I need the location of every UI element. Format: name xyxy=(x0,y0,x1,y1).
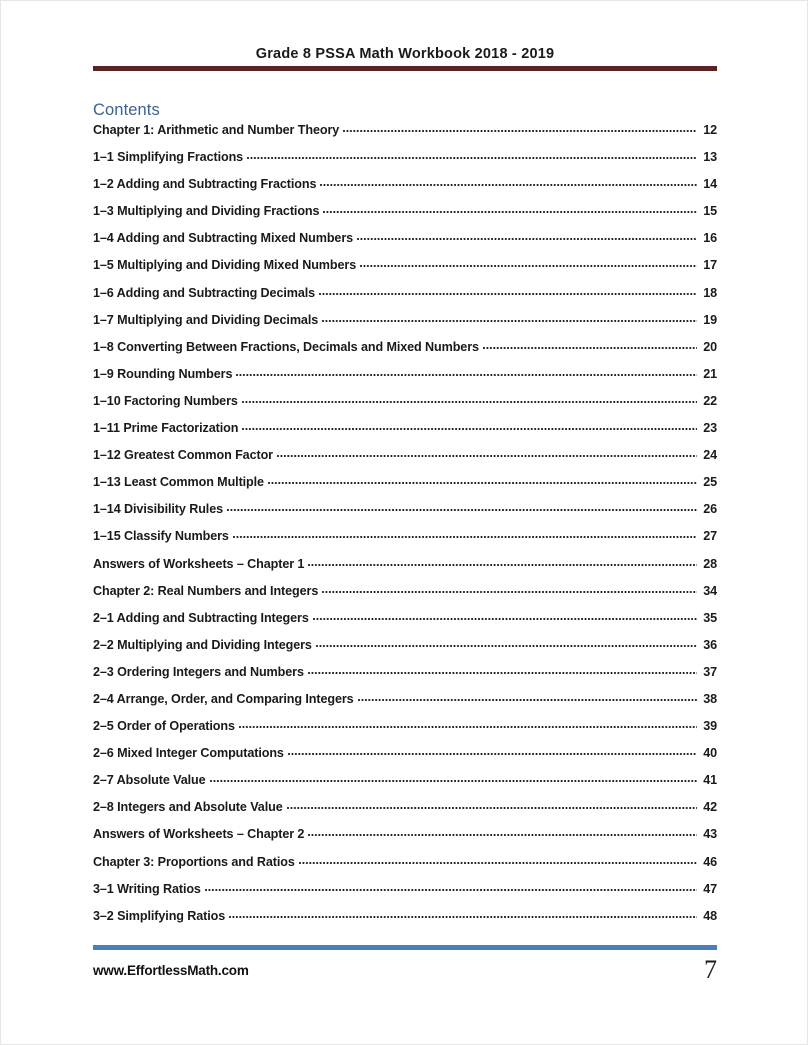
contents-heading: Contents xyxy=(93,101,160,119)
toc-entry-page-number: 41 xyxy=(703,773,717,788)
toc-entry-label: 2–3 Ordering Integers and Numbers xyxy=(93,664,304,679)
toc-entry-label: 1–15 Classify Numbers xyxy=(93,529,229,544)
toc-entry[interactable] xyxy=(93,854,717,881)
toc-entry-label: 1–10 Factoring Numbers xyxy=(93,393,238,408)
toc-entry-page-number: 19 xyxy=(703,312,717,327)
page-footer xyxy=(93,955,717,984)
toc-entry-page-number: 39 xyxy=(703,719,717,734)
toc-entry-page-number: 21 xyxy=(703,366,717,381)
toc-dot-leader xyxy=(236,366,697,378)
toc-entry-page-number: 15 xyxy=(703,204,717,219)
toc-entry[interactable] xyxy=(93,610,717,637)
toc-entry-label: 1–6 Adding and Subtracting Decimals xyxy=(93,285,316,300)
toc-entry[interactable] xyxy=(93,908,717,935)
toc-dot-leader xyxy=(242,393,697,405)
toc-entry-label: 2–2 Multiplying and Dividing Integers xyxy=(93,637,312,652)
toc-entry-page-number: 20 xyxy=(703,339,717,354)
toc-dot-leader xyxy=(288,745,697,757)
toc-entry[interactable] xyxy=(93,745,717,772)
toc-entry-label: Answers of Worksheets – Chapter 1 xyxy=(93,556,305,571)
toc-dot-leader xyxy=(308,556,697,568)
toc-entry[interactable] xyxy=(93,826,717,853)
toc-entry[interactable] xyxy=(93,149,717,176)
toc-entry[interactable] xyxy=(93,312,717,339)
toc-entry-label: Chapter 3: Proportions and Ratios xyxy=(93,854,295,869)
toc-entry-label: 1–9 Rounding Numbers xyxy=(93,366,233,381)
toc-entry-page-number: 43 xyxy=(703,827,717,842)
toc-dot-leader xyxy=(227,501,697,513)
toc-dot-leader xyxy=(360,257,697,269)
toc-entry-page-number: 40 xyxy=(703,746,717,761)
toc-entry-label: 1–14 Divisibility Rules xyxy=(93,502,223,517)
toc-dot-leader xyxy=(287,799,697,811)
toc-entry[interactable] xyxy=(93,447,717,474)
toc-entry[interactable] xyxy=(93,230,717,257)
toc-entry-label: 1–1 Simplifying Fractions xyxy=(93,150,244,165)
toc-dot-leader xyxy=(268,474,697,486)
toc-entry-label: Chapter 1: Arithmetic and Number Theory xyxy=(93,123,340,137)
toc-dot-leader xyxy=(205,881,697,893)
toc-entry-page-number: 23 xyxy=(703,421,717,436)
toc-entry-label: 1–2 Adding and Subtracting Fractions xyxy=(93,177,317,192)
toc-dot-leader xyxy=(308,664,697,676)
toc-entry[interactable] xyxy=(93,393,717,420)
toc-entry[interactable] xyxy=(93,528,717,555)
header-rule xyxy=(93,66,717,71)
toc-entry-page-number: 48 xyxy=(703,908,717,923)
toc-entry[interactable] xyxy=(93,664,717,691)
header-title: Grade 8 PSSA Math Workbook 2018 - 2019 xyxy=(255,46,555,62)
toc-dot-leader xyxy=(343,122,697,134)
toc-entry-label: 2–6 Mixed Integer Computations xyxy=(93,746,284,761)
toc-entry-label: 1–7 Multiplying and Dividing Decimals xyxy=(93,312,319,327)
toc-entry-page-number: 18 xyxy=(703,285,717,300)
toc-entry[interactable] xyxy=(93,257,717,284)
toc-dot-leader xyxy=(239,718,697,730)
footer-page-number: 7 xyxy=(704,955,717,984)
toc-entry[interactable] xyxy=(93,637,717,664)
toc-entry-label: 2–8 Integers and Absolute Value xyxy=(93,800,283,815)
toc-dot-leader xyxy=(313,610,697,622)
toc-entry-page-number: 12 xyxy=(703,123,717,137)
toc-dot-leader xyxy=(357,230,697,242)
toc-dot-leader xyxy=(242,420,697,432)
toc-entry-page-number: 37 xyxy=(703,664,717,679)
toc-entry[interactable] xyxy=(93,718,717,745)
toc-dot-leader xyxy=(229,908,697,920)
toc-entry[interactable] xyxy=(93,556,717,583)
toc-entry-page-number: 34 xyxy=(703,583,717,598)
toc-dot-leader xyxy=(233,528,697,540)
toc-entry-page-number: 24 xyxy=(703,448,717,463)
toc-entry[interactable] xyxy=(93,420,717,447)
toc-entry-page-number: 28 xyxy=(703,556,717,571)
toc-entry-page-number: 25 xyxy=(703,475,717,490)
toc-entry-label: 1–12 Greatest Common Factor xyxy=(93,448,273,463)
toc-entry-label: 3–1 Writing Ratios xyxy=(93,881,201,896)
footer-rule xyxy=(93,945,717,950)
toc-entry-label: Answers of Worksheets – Chapter 2 xyxy=(93,827,305,842)
toc-entry-page-number: 14 xyxy=(703,177,717,192)
toc-entry-label: 2–4 Arrange, Order, and Comparing Integers xyxy=(93,691,354,706)
toc-entry[interactable] xyxy=(93,474,717,501)
table-of-contents xyxy=(93,122,717,935)
toc-dot-leader xyxy=(358,691,697,703)
toc-entry[interactable] xyxy=(93,176,717,203)
toc-entry-label: 2–1 Adding and Subtracting Integers xyxy=(93,610,309,625)
toc-entry-label: 1–8 Converting Between Fractions, Decimals and Mixed Numbers xyxy=(93,339,479,354)
toc-entry-label: 1–3 Multiplying and Dividing Fractions xyxy=(93,204,320,219)
toc-entry-label: 2–7 Absolute Value xyxy=(93,773,206,788)
toc-entry-page-number: 27 xyxy=(703,529,717,544)
toc-dot-leader xyxy=(319,285,697,297)
toc-entry-page-number: 22 xyxy=(703,393,717,408)
toc-entry[interactable] xyxy=(93,772,717,799)
toc-dot-leader xyxy=(316,637,697,649)
toc-dot-leader xyxy=(483,339,697,351)
toc-dot-leader xyxy=(299,854,697,866)
toc-entry[interactable] xyxy=(93,285,717,312)
toc-entry-label: Chapter 2: Real Numbers and Integers xyxy=(93,583,319,598)
toc-entry[interactable] xyxy=(93,203,717,230)
toc-dot-leader xyxy=(323,203,697,215)
toc-dot-leader xyxy=(210,772,697,784)
toc-entry-page-number: 38 xyxy=(703,691,717,706)
toc-entry-label: 2–5 Order of Operations xyxy=(93,719,235,734)
toc-entry[interactable] xyxy=(93,881,717,908)
toc-entry-page-number: 47 xyxy=(703,881,717,896)
toc-entry-page-number: 13 xyxy=(703,150,717,165)
toc-entry-page-number: 26 xyxy=(703,502,717,517)
toc-entry-page-number: 46 xyxy=(703,854,717,869)
toc-entry-label: 1–4 Adding and Subtracting Mixed Numbers xyxy=(93,231,354,246)
toc-dot-leader xyxy=(247,149,697,161)
toc-entry-page-number: 17 xyxy=(703,258,717,273)
toc-entry[interactable] xyxy=(93,366,717,393)
toc-entry[interactable] xyxy=(93,583,717,610)
toc-entry-label: 1–5 Multiplying and Dividing Mixed Numbers xyxy=(93,258,357,273)
toc-dot-leader xyxy=(322,583,697,595)
toc-entry[interactable] xyxy=(93,501,717,528)
toc-entry-page-number: 16 xyxy=(703,231,717,246)
toc-dot-leader xyxy=(277,447,697,459)
toc-dot-leader xyxy=(322,312,697,324)
page-header xyxy=(93,45,717,71)
toc-entry[interactable] xyxy=(93,691,717,718)
toc-entry-page-number: 42 xyxy=(703,800,717,815)
toc-entry-page-number: 36 xyxy=(703,637,717,652)
toc-dot-leader xyxy=(308,826,697,838)
toc-dot-leader xyxy=(320,176,697,188)
toc-entry-page-number: 35 xyxy=(703,610,717,625)
toc-entry[interactable] xyxy=(93,122,717,149)
toc-entry-label: 1–11 Prime Factorization xyxy=(93,421,239,436)
toc-entry[interactable] xyxy=(93,799,717,826)
toc-entry-label: 3–2 Simplifying Ratios xyxy=(93,908,226,923)
footer-website[interactable]: www.EffortlessMath.com xyxy=(93,963,249,978)
toc-entry-label: 1–13 Least Common Multiple xyxy=(93,475,264,490)
toc-entry[interactable] xyxy=(93,339,717,366)
